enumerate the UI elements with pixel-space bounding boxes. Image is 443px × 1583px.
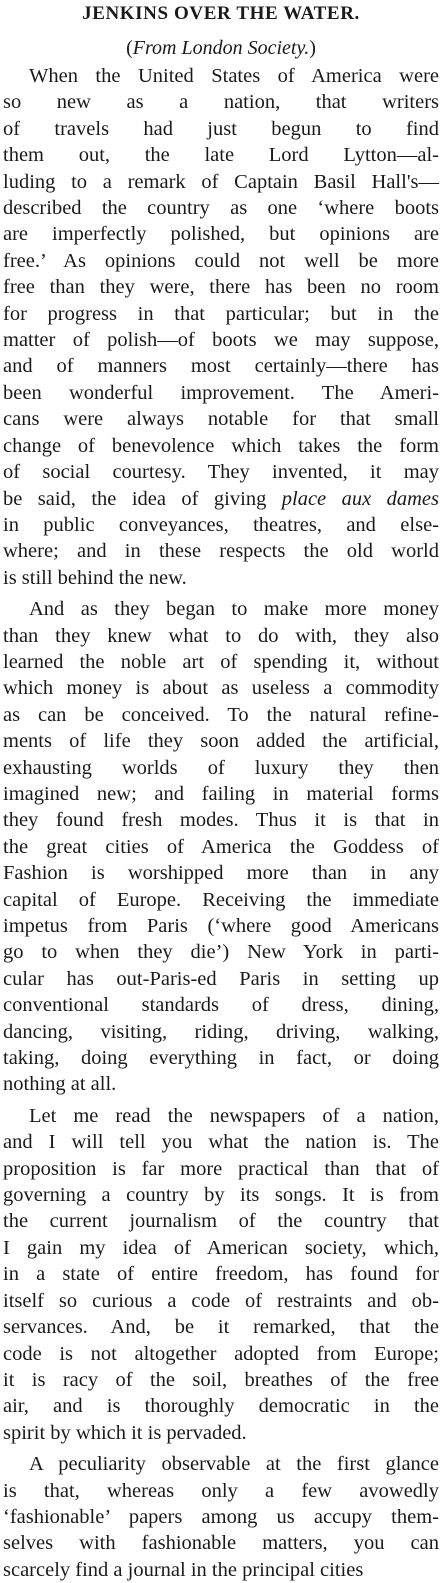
text-line: go to when they die’) New York in parti-	[3, 941, 439, 964]
text-line: scarcely find a journal in the principal cities	[3, 1558, 364, 1581]
text-line: When the United States of America were	[29, 65, 439, 87]
text-line: ‘fashionable’ papers among us accupy them-	[3, 1505, 439, 1528]
text-line: where; and in these respects the old world	[3, 540, 439, 563]
text-line: exhausting worlds of luxury they then	[3, 756, 439, 779]
text-line: taking, doing everything in fact, or doing	[3, 1047, 439, 1070]
text-line: conventional standards of dress, dining,	[3, 994, 439, 1017]
text-line: the great cities of America the Goddess of	[3, 835, 439, 858]
text-line: cans were always notable for that small	[3, 408, 439, 431]
text-line: itself so curious a code of restraints and ob-	[3, 1289, 439, 1312]
text-line: and I will tell you what the nation is. The	[3, 1131, 439, 1154]
text-line: as can be conceived. To the natural refine-	[3, 703, 439, 726]
text-line: matter of polish—of boots we may suppose,	[3, 329, 439, 352]
text-line: be said, the idea of giving place aux dames	[3, 487, 440, 510]
text-line: of travels had just begun to find	[3, 117, 439, 140]
text-line: Let me read the newspapers of a nation,	[29, 1104, 439, 1127]
text-line: imagined new; and failing in material forms	[3, 782, 439, 805]
text-line: and of manners most certainly—there has	[3, 355, 439, 378]
text-line: proposition is far more practical than that of	[3, 1157, 439, 1180]
newspaper-page	[0, 3, 443, 1581]
text-line: governing a country by its songs. It is from	[3, 1184, 439, 1207]
text-line: in public conveyances, theatres, and else-	[3, 513, 439, 536]
text-line: impetus from Paris (‘where good Americans	[3, 915, 439, 937]
text-line: the current journalism of the country that	[3, 1210, 439, 1233]
text-line: in a state of entire freedom, has found for	[3, 1263, 439, 1286]
text-line: which money is about as useless a commodity	[3, 677, 439, 700]
text-line: is that, whereas only a few avowedly	[3, 1479, 439, 1502]
text-line: code is not altogether adopted from Europe;	[3, 1342, 439, 1365]
text-line: them out, the late Lord Lytton—al-	[3, 144, 439, 167]
paragraph-2	[3, 596, 439, 1098]
text-line: I gain my idea of American society, which,	[3, 1236, 439, 1259]
text-line: ments of life they soon added the artificial,	[3, 730, 439, 753]
paragraph-4	[3, 1451, 439, 1583]
article-body	[3, 63, 439, 1583]
paragraph-1	[3, 63, 439, 591]
text-line: change of benevolence which takes the form	[3, 434, 439, 457]
text-line: than they knew what to do with, they also	[3, 624, 439, 647]
text-line: dancing, visiting, riding, driving, walking,	[3, 1020, 439, 1043]
text-line: luding to a remark of Captain Basil Hall's—	[3, 170, 439, 193]
text-line: cular has out-Paris-ed Paris in setting up	[3, 967, 439, 990]
text-line: Fashion is worshipped more than in any	[3, 862, 439, 885]
text-line: free.’ As opinions could not well be more	[3, 249, 439, 272]
article-source: (From London Society.)	[126, 37, 316, 59]
text-line: spirit by which it is pervaded.	[3, 1421, 247, 1444]
text-line: is still behind the new.	[3, 566, 187, 589]
text-line: of social courtesy. They invented, it may	[3, 461, 439, 484]
paragraph-3	[3, 1103, 439, 1446]
text-line: nothing at all.	[3, 1073, 117, 1096]
text-line: capital of Europe. Receiving the immediate	[3, 888, 439, 911]
text-line: been wonderful improvement. The Ameri-	[3, 381, 439, 404]
text-line: selves with fashionable matters, you can	[3, 1532, 439, 1555]
text-line: it is racy of the soil, breathes of the free	[3, 1368, 439, 1391]
text-line: described the country as one ‘where boots	[3, 197, 439, 220]
text-line: for progress in that particular; but in the	[3, 302, 439, 325]
text-line: so new as a nation, that writers	[3, 91, 439, 114]
text-line: are imperfectly polished, but opinions are	[3, 223, 439, 246]
article-title: JENKINS OVER THE WATER.	[82, 3, 360, 24]
text-line: learned the noble art of spending it, without	[3, 650, 439, 673]
text-line: And as they began to make more money	[29, 598, 439, 621]
text-line: air, and is thoroughly democratic in the	[3, 1395, 439, 1418]
text-line: they found fresh modes. Thus it is that in	[3, 809, 439, 832]
text-line: A peculiarity observable at the first glance	[29, 1453, 439, 1476]
text-line: servances. And, be it remarked, that the	[3, 1316, 439, 1339]
text-line: free than they were, there has been no room	[3, 276, 439, 299]
